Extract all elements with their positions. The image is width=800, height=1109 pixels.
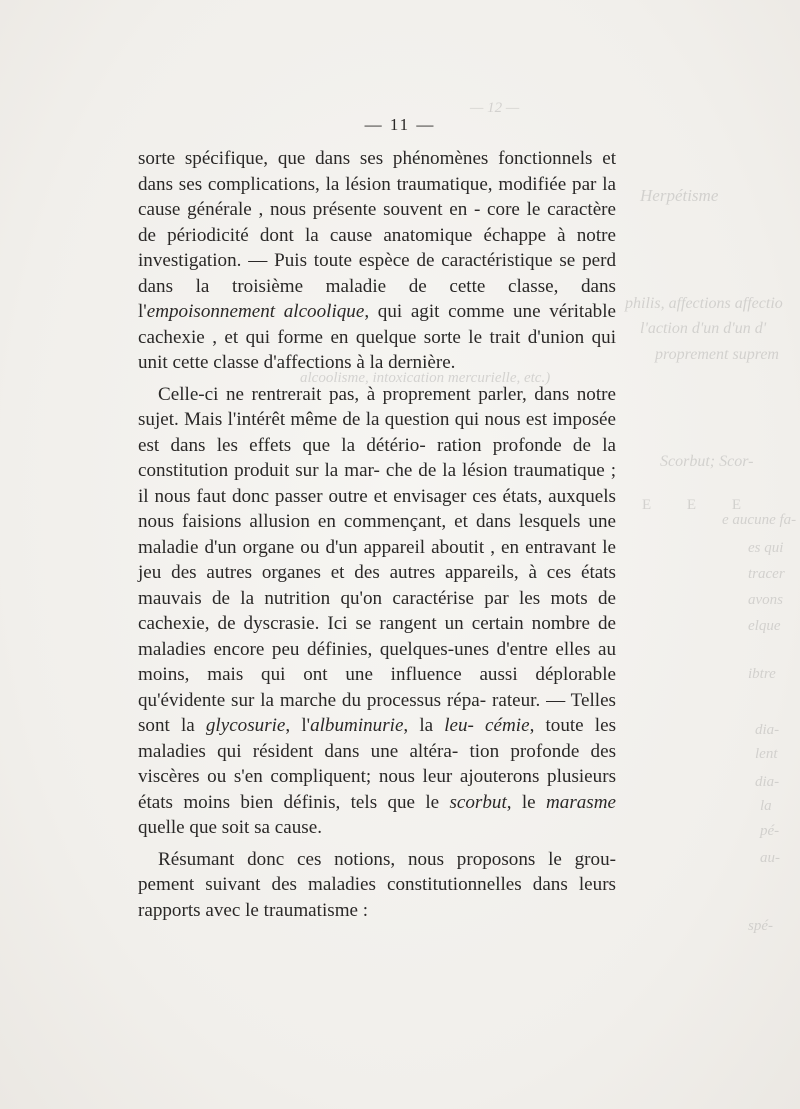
text-run: , la xyxy=(403,715,445,736)
bleed-line: Scorbut; Scor- xyxy=(660,453,754,470)
bleed-line: l'action d'un d'un d' xyxy=(640,320,767,337)
bleed-line: ibtre xyxy=(748,666,776,682)
bleed-line: proprement suprem xyxy=(655,346,779,363)
text-run: Résumant donc ces notions, nous proposons le grou- pement suivant des maladies constitutionnelles dans leurs rapports avec le traumatisme : xyxy=(138,848,616,921)
bleed-line: alcoolisme, intoxication mercurielle, etc.) xyxy=(300,370,551,386)
bleed-line: Herpétisme xyxy=(640,186,719,205)
italic-term: glycosurie xyxy=(205,715,286,736)
bleed-line: la xyxy=(760,798,772,814)
italic-term: leu- cémie xyxy=(444,715,530,736)
italic-term: scorbut xyxy=(449,791,507,813)
bleed-line: dia- xyxy=(755,722,780,738)
page-number: — 11 — xyxy=(364,115,436,134)
bleed-line: pé- xyxy=(760,823,780,839)
bleed-line: e aucune fa- xyxy=(722,512,797,528)
bleed-line: E E E xyxy=(642,497,757,513)
italic-term: empoisonnement alcoolique xyxy=(146,301,365,322)
bleed-line: au- xyxy=(760,850,780,866)
bleed-header: — 12 — xyxy=(470,100,520,116)
text-run: Celle-ci ne rentrerait pas, à proprement parler, dans notre sujet. Mais l'intérêt même de la question qui nous est imposée est dans les effets que la détério- ration profonde de la constitution produit sur la mar- che de la lésion traumatique ; il nous faut donc passer outre et envisager ces états, auxquels nous faisions allusion en commençant, et dans lesquels une maladie d'un organe ou d'un appareil aboutit , en entravant le jeu des autres organes et des autres appareils, à ces états mauvais de la nutrition qu'on caractérise par les mots de cachexie, de dyscrasie. Ici se rangent un certain nombre de maladies encore peu définies, quelques-unes d'entre elles au moins, mais qui ont une influence aussi déplorable qu'évidente sur la marche du processus répa- rateur. — Telles sont la xyxy=(138,383,616,736)
italic-term: marasme xyxy=(545,791,616,813)
text-run: , l' xyxy=(285,715,311,736)
bleed-line: elque xyxy=(748,618,781,634)
text-run: , qui agit comme une véritable cachexie , et qui forme en quelque sorte le trait d'union qui unit cette classe d'affections à la dernière. xyxy=(138,301,617,373)
body-text xyxy=(138,146,616,923)
paragraph xyxy=(138,382,616,841)
bleed-line: dia- xyxy=(755,774,780,790)
text-run: l' xyxy=(138,301,147,322)
paragraph xyxy=(138,146,616,376)
text-run: , le xyxy=(506,791,546,813)
text-run: sorte spécifique, que dans ses phénomènes fonctionnels et dans ses complications, la lésion traumatique, modifiée par la cause générale , nous présente souvent en - core le caractère de périodicité dont la cause anatomique échappe à notre investigation. — Puis toute espèce de caractéristique se perd dans la troisième maladie de cette classe, dans xyxy=(138,148,616,297)
bleed-line: lent xyxy=(755,746,778,762)
text-run: quelle que soit sa cause. xyxy=(138,817,322,838)
bleed-line: tracer xyxy=(748,566,785,582)
paragraph xyxy=(138,847,616,924)
italic-term: albuminurie xyxy=(310,715,404,736)
bleed-line: es qui xyxy=(748,540,784,556)
bleed-line: avons xyxy=(748,592,783,608)
bleed-line: philis, affections affectio xyxy=(625,295,783,312)
bleed-line: spé- xyxy=(748,918,773,934)
text-run: , toute les maladies qui résident dans une altéra- tion profonde des viscères ou s'en compliquent; nous leur ajouterons plusieurs états moins bien définis, tels que le xyxy=(138,715,616,813)
